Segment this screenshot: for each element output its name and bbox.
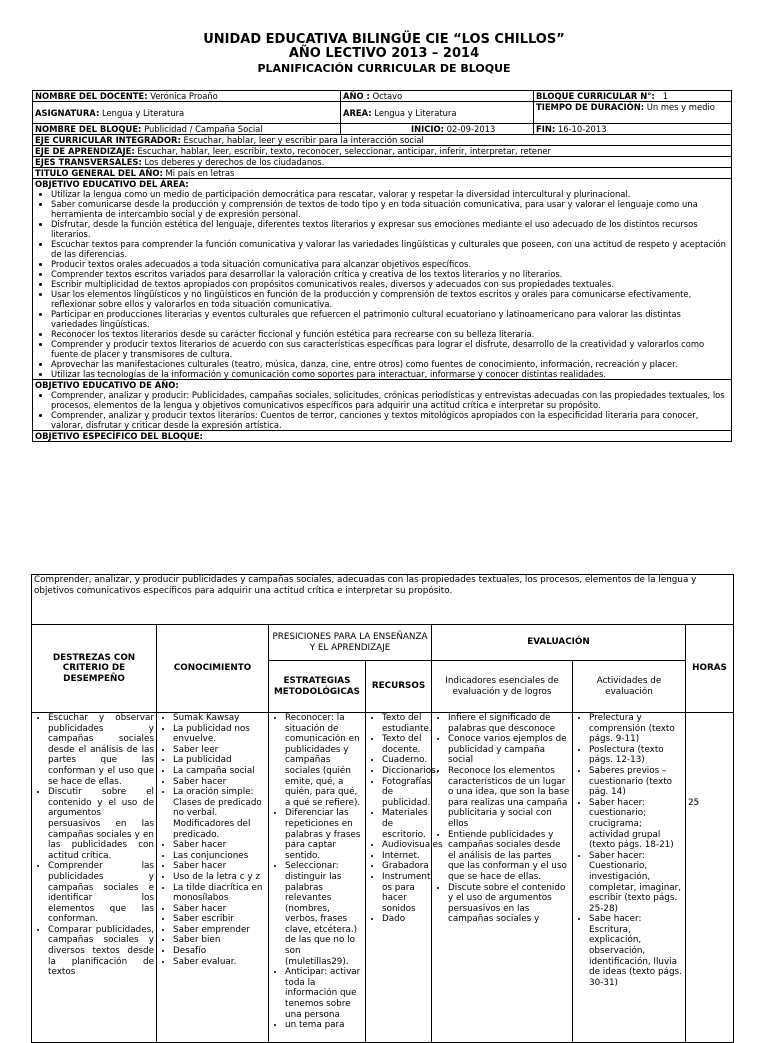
list-item: • Sabe hacer: Escritura, explicación, observación, identificación, lluvia de ideas (texto págs. 30-31) xyxy=(589,914,683,988)
indicadores-cell xyxy=(432,713,573,1043)
list-item: • La oración simple: Clases de predicado no verbal. Modificadores del predicado. xyxy=(173,787,266,840)
list-item: • Comprender las publicidades y campañas sociales e identificar los elementos que las conforman. xyxy=(48,861,154,925)
list-item: • Discute sobre el contenido y el uso de argumentos persuasivos en las campañas sociales y xyxy=(448,883,570,925)
list-item: • Escribir multiplicidad de textos apropiados con propósitos comunicativos reales, diversos y adecuados con sus propiedades textuales. xyxy=(51,279,729,289)
start-cell xyxy=(341,124,534,135)
block-number-label: BLOQUE CURRICULAR N°: xyxy=(536,91,655,101)
list-item: • Saber escribir xyxy=(173,914,266,925)
list-item: • Diccionarios. xyxy=(382,766,429,777)
list-item: • Infiere el significado de palabras que desconoce xyxy=(448,713,570,734)
learning-axis-label: EJE DE APRENDIZAJE: xyxy=(35,146,135,156)
list-item: • Comparar publicidades, campañas sociales y diversos textos desde la planificación de textos xyxy=(48,925,154,978)
list-item: • Prelectura y comprensión (texto págs. 9-11) xyxy=(589,713,683,745)
conocimiento-list xyxy=(159,713,266,967)
list-item: • Internet. xyxy=(382,851,429,862)
planning-table xyxy=(31,574,734,1043)
duration-value: Un mes y medio xyxy=(646,102,715,112)
list-item: • Participar en producciones literarias y eventos culturales que refuercen el patrimonio cultural ecuatoriano y latinoamericano para valorar las distintas variedades lingüísticas. xyxy=(51,309,729,329)
list-item: • Audiovisuales xyxy=(382,840,429,851)
year-objectives-label: OBJETIVO EDUCATIVO DE AÑO: xyxy=(35,380,179,390)
list-item: • Texto del estudiante. xyxy=(382,713,429,734)
list-item: • Grabadora xyxy=(382,861,429,872)
list-item: • Reconocer los textos literarios desde su carácter ficcional y función estética para recrearse con su belleza literaria. xyxy=(51,329,729,339)
end-value: 16-10-2013 xyxy=(557,124,607,134)
list-item: • Saber hacer xyxy=(173,777,266,788)
indicadores-list xyxy=(434,713,570,925)
area-objectives-list xyxy=(35,189,729,379)
general-title-label: TITULO GENERAL DEL AÑO: xyxy=(35,168,163,178)
end-label: FIN: xyxy=(536,124,556,134)
subject-label: ASIGNATURA: xyxy=(35,107,100,118)
list-item: • Escuchar y observar publicidades y campañas sociales desde el análisis de las partes que las conforman y el uso que se hace de ellas. xyxy=(48,713,154,787)
conocimiento-cell xyxy=(157,713,269,1043)
start-label: INICIO: xyxy=(411,124,444,134)
list-item: • Desafío xyxy=(173,946,266,957)
list-item: • La publicidad xyxy=(173,755,266,766)
block-objective-text: Comprender, analizar, y producir publicidades y campañas sociales, adecuadas con las propiedades textuales, los procesos, elementos de la lengua y objetivos comunicativos específicos para adquirir una actitud crítica e interpretar su propósito. xyxy=(32,575,734,625)
block-name-value: Publicidad / Campaña Social xyxy=(144,124,263,134)
transversal-axes-cell xyxy=(33,157,732,168)
list-item: • Fotografías de publicidad. xyxy=(382,777,429,809)
recursos-cell xyxy=(366,713,443,1043)
destrezas-cell xyxy=(32,713,157,1043)
list-item: • Diferenciar las repeticiones en palabras y frases para captar sentido. xyxy=(285,808,363,861)
list-item: • Utilizar la lengua como un medio de participación democrática para rescatar, valorar y respetar la diversidad intercultural y plurinacional. xyxy=(51,189,729,199)
transversal-axes-label: EJES TRANSVERSALES: xyxy=(35,157,142,167)
general-title-value: Mi país en letras xyxy=(165,168,235,178)
curricular-axis-value: Escuchar, hablar, leer y escribir para la interacción social xyxy=(183,135,424,145)
list-item: • Las conjunciones xyxy=(173,851,266,862)
grade-cell xyxy=(341,91,534,102)
header-recursos: RECURSOS xyxy=(366,661,432,713)
header-evaluacion: EVALUACIÓN xyxy=(432,625,686,661)
list-item: • Reconoce los elementos característicos de un lugar o una idea, que son la base para realizas una campaña publicitaria y social con ellos xyxy=(448,766,570,830)
learning-axis-cell xyxy=(33,146,732,157)
transversal-axes-value: Los deberes y derechos de los ciudadanos. xyxy=(144,157,325,167)
estrategias-list xyxy=(271,713,363,1031)
subject-cell xyxy=(33,102,341,124)
document-title: PLANIFICACIÓN CURRICULAR DE BLOQUE xyxy=(257,62,511,75)
header-estrategias: ESTRATEGIAS METODOLÓGICAS xyxy=(269,661,366,713)
list-item: • Entiende publicidades y campañas sociales desde el análisis de las partes que las conforman y el uso que se hace de ellas. xyxy=(448,830,570,883)
area-cell xyxy=(341,102,534,124)
school-year: AÑO LECTIVO 2013 – 2014 xyxy=(288,46,480,61)
list-item: • La campaña social xyxy=(173,766,266,777)
list-item: • Seleccionar: distinguir las palabras relevantes (nombres, verbos, frases clave, etcétera.) de las que no lo son (muletillas29). xyxy=(285,861,363,967)
destrezas-list xyxy=(34,713,154,978)
list-item: • Reconocer: la situación de comunicación en publicidades y campañas sociales (quién emite, qué, a quién, para qué, a qué se refiere). xyxy=(285,713,363,808)
general-title-cell xyxy=(33,168,732,179)
list-item: • Uso de la letra c y z xyxy=(173,872,266,883)
year-objectives-list xyxy=(35,390,729,430)
list-item: • La tilde diacrítica en monosílabos xyxy=(173,883,266,904)
list-item: • Instrument os para hacer sonidos xyxy=(382,872,429,914)
list-item: • Aprovechar las manifestaciones culturales (teatro, música, danza, cine, entre otros) como fuentes de conocimiento, información, recreación y placer. xyxy=(51,359,729,369)
list-item: • Anticipar: activar toda la información que tenemos sobre una persona xyxy=(285,967,363,1020)
recursos-list xyxy=(368,713,443,925)
block-number-value: 1 xyxy=(662,91,669,101)
area-value: Lengua y Literatura xyxy=(374,107,457,118)
block-objective-cell xyxy=(33,431,732,442)
header-indicadores: Indicadores esenciales de evaluación y de logros xyxy=(432,661,573,713)
curricular-axis-label: EJE CURRICULAR INTEGRADOR: xyxy=(35,135,181,145)
header-actividades: Actividades de evaluación xyxy=(573,661,686,713)
list-item: • Texto del docente. xyxy=(382,734,429,755)
grade-label: AÑO : xyxy=(343,91,370,101)
list-item: • Dado xyxy=(382,914,429,925)
list-item: • Saber leer xyxy=(173,745,266,756)
list-item: • Comprender, analizar y producir: Publicidades, campañas sociales, solicitudes, crónicas periodísticas y entrevistas adecuadas con las propiedades textuales, los procesos, elementos de la lengua y objetivos comunicativos específicos para adquirir una actitud crítica e interpretar su propósito. xyxy=(51,390,729,410)
header-precisiones: PRESICIONES PARA LA ENSEÑANZA Y EL APRENDIZAJE xyxy=(269,625,432,661)
list-item: • Materiales de escritorio. xyxy=(382,808,429,840)
teacher-value: Verónica Proaño xyxy=(150,91,218,101)
block-name-label: NOMBRE DEL BLOQUE: xyxy=(35,124,142,134)
list-item: • Conoce varios ejemplos de publicidad y campaña social xyxy=(448,734,570,766)
header-destrezas: DESTREZAS CON CRITERIO DE DESEMPEÑO xyxy=(32,625,157,713)
list-item: • Comprender, analizar y producir textos literarios: Cuentos de terror, canciones y textos mitológicos apropiados con la especificidad literaria para conocer, valorar, disfrutar y criticar desde la expresión artística. xyxy=(51,410,729,430)
block-name-cell xyxy=(33,124,341,135)
duration-label: TIEMPO DE DURACIÓN: xyxy=(536,102,645,112)
subject-value: Lengua y Literatura xyxy=(101,107,185,118)
area-label: AREA: xyxy=(343,107,372,118)
teacher-cell xyxy=(33,91,341,102)
block-number-cell xyxy=(534,91,732,102)
list-item: • Disfrutar, desde la función estética del lenguaje, diferentes textos literarios y expresar sus emociones mediante el uso adecuado de los distintos recursos literarios. xyxy=(51,219,729,239)
list-item: • Saberes previos – cuestionario (texto pág. 14) xyxy=(589,766,683,798)
list-item: • Comprender y producir textos literarios de acuerdo con sus características específicas para lograr el disfrute, desarrollo de la creatividad y valorarlos como fuente de placer y transmisores de cultura. xyxy=(51,339,729,359)
list-item: • Cuaderno. xyxy=(382,755,429,766)
list-item: • Utilizar las tecnologías de la información y comunicación como soportes para interactuar, informarse y conocer distintas realidades. xyxy=(51,369,729,379)
list-item: • Poslectura (texto págs. 12-13) xyxy=(589,745,683,766)
list-item: • Discutir sobre el contenido y el uso de argumentos persuasivos en las campañas sociales y en las publicidades con actitud crítica. xyxy=(48,787,154,861)
estrategias-cell xyxy=(269,713,366,1043)
list-item: • Saber hacer: Cuestionario, investigación, completar, imaginar, escribir (texto págs. 25-28) xyxy=(589,851,683,915)
general-info-table xyxy=(32,90,732,442)
school-name: UNIDAD EDUCATIVA BILINGÜE CIE “LOS CHILLOS” xyxy=(203,32,565,47)
list-item: • Saber hacer xyxy=(173,840,266,851)
end-cell xyxy=(534,124,732,135)
hours-cell: 25 xyxy=(686,713,734,1043)
list-item: • Comprender textos escritos variados para desarrollar la valoración crítica y creativa de los textos literarios y no literarios. xyxy=(51,269,729,279)
header-horas: HORAS xyxy=(686,625,734,713)
list-item: • un tema para xyxy=(285,1020,363,1031)
start-value: 02-09-2013 xyxy=(446,124,496,134)
list-item: • Usar los elementos lingüísticos y no lingüísticos en función de la producción y comprensión de textos escritos y orales para comunicarse efectivamente, reflexionar sobre ellos y valorarlos en toda situación comunicativa. xyxy=(51,289,729,309)
curricular-axis-cell xyxy=(33,135,732,146)
area-objectives-label: OBJETIVO EDUCATIVO DEL ÁREA: xyxy=(35,179,189,189)
list-item: • La publicidad nos envuelve. xyxy=(173,724,266,745)
list-item: • Saber evaluar. xyxy=(173,957,266,968)
header-conocimiento: CONOCIMIENTO xyxy=(157,625,269,713)
block-objective-label: OBJETIVO ESPECÍFICO DEL BLOQUE: xyxy=(35,431,203,441)
list-item: • Saber hacer xyxy=(173,861,266,872)
list-item: • Saber hacer: cuestionario; crucigrama; actividad grupal (texto págs. 18-21) xyxy=(589,798,683,851)
list-item: • Escuchar textos para comprender la función comunicativa y valorar las variedades lingüísticas y culturales que poseen, con una actitud de respeto y aceptación de las diferencias. xyxy=(51,239,729,259)
duration-cell xyxy=(534,102,732,124)
list-item: • Sumak Kawsay xyxy=(173,713,266,724)
learning-axis-value: Escuchar, hablar, leer, escribir, texto, reconocer, seleccionar, anticipar, inferir, interpretar, retener xyxy=(137,146,551,156)
actividades-list xyxy=(575,713,683,988)
list-item: • Saber comunicarse desde la producción y comprensión de textos de todo tipo y en toda situación comunicativa, para usar y valorar el lenguaje como una herramienta de intercambio social y de expresión personal. xyxy=(51,199,729,219)
list-item: • Producir textos orales adecuados a toda situación comunicativa para alcanzar objetivos específicos. xyxy=(51,259,729,269)
area-objectives-cell xyxy=(33,179,732,380)
grade-value: Octavo xyxy=(372,91,403,101)
year-objectives-cell xyxy=(33,380,732,431)
list-item: • Saber hacer xyxy=(173,904,266,915)
teacher-label: NOMBRE DEL DOCENTE: xyxy=(35,91,148,101)
actividades-cell xyxy=(573,713,686,1043)
list-item: • Saber emprender xyxy=(173,925,266,936)
list-item: • Saber bien xyxy=(173,935,266,946)
